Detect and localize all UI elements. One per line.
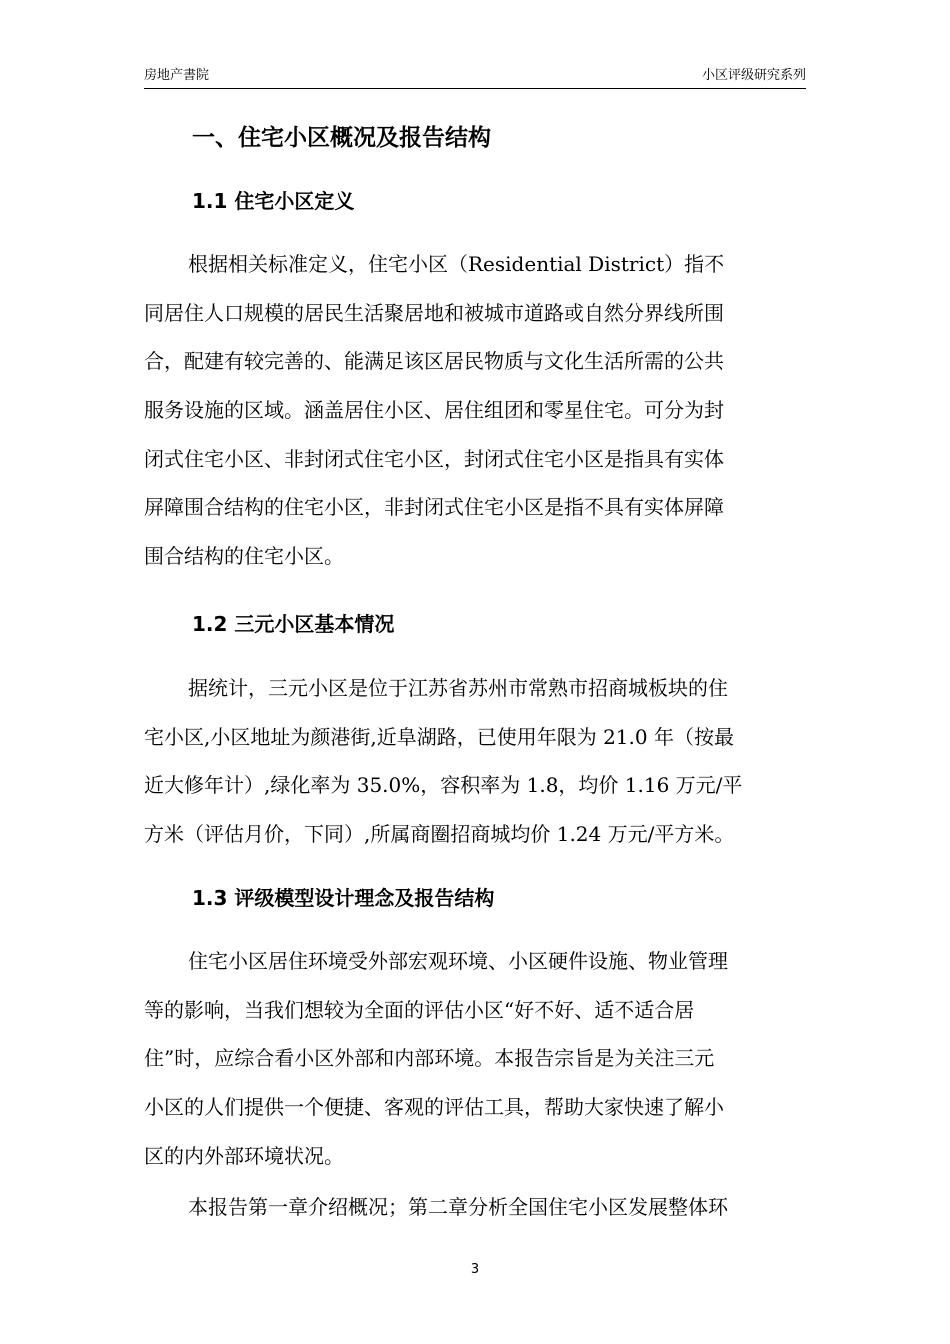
text-line: 宅小区,小区地址为颜港街,近阜湖路，已使用年限为 21.0 年（按最 bbox=[144, 724, 734, 749]
section-heading-1-3: 1.3 评级模型设计理念及报告结构 bbox=[192, 886, 495, 910]
text-line: 据统计，三元小区是位于江苏省苏州市常熟市招商城板块的住 bbox=[188, 676, 728, 700]
page-header bbox=[144, 66, 806, 89]
text-line: 小区的人们提供一个便捷、客观的评估工具，帮助大家快速了解小 bbox=[144, 1095, 724, 1120]
text-line: 根据相关标准定义，住宅小区（Residential District）指不 bbox=[188, 252, 725, 276]
header-series-title: 小区评级研究系列 bbox=[701, 68, 806, 83]
text-line: 服务设施的区域。涵盖居住小区、居住组团和零星住宅。可分为封 bbox=[144, 398, 724, 423]
text-line: 方米（评估月价，下同）,所属商圈招商城均价 1.24 万元/平方米。 bbox=[144, 822, 735, 847]
text-line: 合，配建有较完善的、能满足该区居民物质与文化生活所需的公共 bbox=[144, 349, 724, 374]
text-line: 近大修年计）,绿化率为 35.0%，容积率为 1.8，均价 1.16 万元/平 bbox=[144, 773, 743, 798]
paragraph-model-concept bbox=[144, 937, 806, 1180]
header-publisher: 房地产書院 bbox=[144, 68, 210, 83]
text-line: 围合结构的住宅小区。 bbox=[144, 544, 344, 569]
text-line: 本报告第一章介绍概况；第二章分析全国住宅小区发展整体环 bbox=[188, 1195, 728, 1219]
paragraph-basic-info bbox=[144, 664, 806, 859]
paragraph-definition bbox=[144, 240, 806, 581]
page-number: 3 bbox=[470, 1262, 480, 1277]
text-line: 等的影响，当我们想较为全面的评估小区“好不好、适不适合居 bbox=[144, 997, 695, 1022]
chapter-title: 一、住宅小区概况及报告结构 bbox=[192, 125, 491, 151]
text-line: 区的内外部环境状况。 bbox=[144, 1143, 344, 1168]
paragraph-report-structure bbox=[144, 1183, 806, 1232]
section-heading-1-2: 1.2 三元小区基本情况 bbox=[192, 612, 395, 636]
text-line: 住宅小区居住环境受外部宏观环境、小区硬件设施、物业管理 bbox=[188, 949, 728, 973]
text-line: 闭式住宅小区、非封闭式住宅小区，封闭式住宅小区是指具有实体 bbox=[144, 446, 724, 471]
text-line: 屏障围合结构的住宅小区，非封闭式住宅小区是指不具有实体屏障 bbox=[144, 495, 724, 520]
text-line: 同居住人口规模的居民生活聚居地和被城市道路或自然分界线所围 bbox=[144, 300, 724, 325]
section-heading-1-1: 1.1 住宅小区定义 bbox=[192, 189, 355, 213]
text-line: 住”时，应综合看小区外部和内部环境。本报告宗旨是为关注三元 bbox=[144, 1046, 715, 1071]
